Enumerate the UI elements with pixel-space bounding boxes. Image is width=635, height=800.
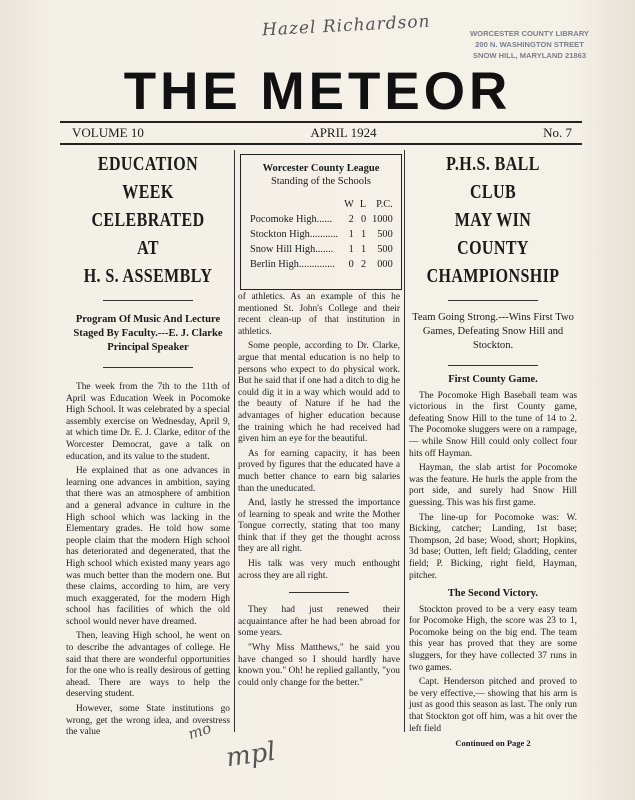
article-paragraph: As for earning capacity, it has been proved by figures that the educated have a much better chance to earn big salaries than the uneducated. bbox=[238, 448, 400, 494]
headline-rule bbox=[103, 300, 193, 301]
standings-table bbox=[247, 197, 396, 272]
education-deck: Program Of Music And Lecture Staged By Faculty.---E. J. Clarke Principal Speaker bbox=[73, 314, 223, 353]
anecdote-paragraph: They had just renewed their acquaintance after he had been abroad for some years. bbox=[238, 605, 400, 639]
losses-cell: 1 bbox=[360, 229, 367, 240]
table-row bbox=[247, 242, 396, 257]
education-article-continued bbox=[238, 292, 400, 692]
headline-line: EDUCATION WEEK bbox=[97, 153, 199, 203]
article-paragraph: The week from the 7th to the 11th of April was Education Week in Pocomoke High School. It was celebrated by a special assembly exercise on Wednesday, April 9, at which time Dr. E. J. Clarke, editor of the Worcester Democrat, gave a talk on education, and its value to the student. bbox=[66, 382, 230, 462]
table-row bbox=[247, 257, 396, 272]
top-rule bbox=[60, 121, 582, 123]
article-paragraph: However, some State institutions go wrong, get the wrong idea, and overstress the value bbox=[66, 704, 230, 738]
headline-line: P.H.S. BALL CLUB bbox=[446, 153, 540, 203]
ball-club-headline bbox=[426, 150, 560, 290]
headline-line: CHAMPIONSHIP bbox=[426, 265, 560, 287]
article-paragraph: of athletics. As an example of this he mentioned St. John's College and their recent clean-up of that institution in athletics. bbox=[238, 292, 400, 337]
deck-rule bbox=[448, 365, 538, 366]
wins-cell: 0 bbox=[348, 259, 354, 270]
article-paragraph: The line-up for Pocomoke was: W. Bicking, catcher; Landing, 1st base; Thompson, 2d base; Wood, short; Hopkins, 3d base; Outten, left field; Gladding, center field; P. Bicking, right field, Hayman, pitcher. bbox=[409, 512, 577, 581]
header-cell bbox=[247, 197, 341, 212]
stamp-line-2: 200 N. WASHINGTON STREET bbox=[475, 40, 584, 49]
article-paragraph: The Pocomoke High Baseball team was victorious in the first County game, defeating Snow Hill to the tune of 14 to 2. The Pocomoke sluggers were on a rampage, — while Snow Hill could only collect four hits off Hayman. bbox=[409, 390, 577, 459]
team-cell: Berlin High.............. bbox=[250, 259, 335, 270]
education-headline bbox=[82, 150, 213, 290]
article-paragraph: Some people, according to Dr. Clarke, argue that mental education is no help to persons who expect to do physical work. But he said that if one had a ditch to dig he could dig it in a way which would add to the beauty of Nature if he had the advantages of higher education because the training which he had received had given him an eye for the beautiful. bbox=[238, 341, 400, 445]
handwritten-mark: mo bbox=[185, 718, 214, 744]
issue-number: No. 7 bbox=[543, 125, 572, 140]
league-subtitle: Standing of the Schools bbox=[270, 176, 372, 187]
losses-cell: 0 bbox=[360, 214, 367, 225]
column-divider-right bbox=[404, 150, 405, 732]
pct-cell: 000 bbox=[377, 259, 393, 270]
library-stamp bbox=[452, 28, 607, 61]
wins-cell: 2 bbox=[348, 214, 354, 225]
handwritten-initials: mpl bbox=[224, 736, 278, 774]
header-cell: P.C. bbox=[376, 199, 393, 210]
volume-label: VOLUME 10 bbox=[72, 125, 144, 140]
article-paragraph: He explained that as one advances in learning one advances in ambition, saying that there was an atmosphere of ambition and a general advance in culture in the High school which was lacking in the Elementary grades. He told how some people claim that the modern High school has deteriorated and degenerated, that the High school which existed many years ago was much better than the modern one. But these claims, according to him, are very much exaggerated, for the modern High school has facilities of which the old school would never have dreamed. bbox=[66, 466, 230, 627]
losses-cell: 2 bbox=[360, 259, 367, 270]
headline-line: CELEBRATED AT bbox=[91, 209, 205, 259]
league-title: Worcester County League bbox=[262, 163, 380, 174]
section-rule bbox=[289, 592, 349, 593]
wins-cell: 1 bbox=[348, 244, 354, 255]
continued-note: Continued on Page 2 bbox=[455, 738, 531, 749]
pct-cell: 500 bbox=[377, 244, 393, 255]
pct-cell: 500 bbox=[377, 229, 393, 240]
handwritten-signature: Hazel Richardson bbox=[261, 11, 431, 41]
subhead-second-victory: The Second Victory. bbox=[447, 588, 539, 600]
article-paragraph: Hayman, the slab artist for Pocomoke was the feature. He hurls the apple from the port side, and surely had Snow Hill guessing. This was his first game. bbox=[409, 463, 577, 508]
league-standings-box bbox=[240, 154, 402, 290]
header-cell: L bbox=[359, 199, 367, 210]
ball-club-article bbox=[409, 150, 577, 750]
wins-cell: 1 bbox=[348, 229, 354, 240]
article-paragraph: His talk was very much enthought across they are all right. bbox=[238, 559, 400, 581]
issue-info-bar bbox=[72, 125, 572, 141]
subhead-first-game: First County Game. bbox=[448, 374, 538, 385]
ball-club-deck: Team Going Strong.---Wins First Two Games, Defeating Snow Hill and Stockton. bbox=[412, 312, 574, 351]
article-paragraph: Then, leaving High school, he went on to describe the advantages of college. He said that there are wonderful opportunities for the one who is really desirous of getting ahead. There are ways to help the deserving student. bbox=[66, 631, 230, 700]
article-paragraph: Stockton proved to be a very easy team for Pocomoke High, the score was 23 to 1, Pocomoke being on the big end. The team this year has proved that they are some sluggers, for they have collected 37 runs in two games. bbox=[409, 604, 577, 673]
issue-date: APRIL 1924 bbox=[310, 125, 377, 140]
pct-cell: 1000 bbox=[372, 214, 393, 225]
stamp-line-1: WORCESTER COUNTY LIBRARY bbox=[470, 29, 589, 38]
masthead-title: THE METEOR bbox=[123, 62, 512, 121]
losses-cell: 1 bbox=[360, 244, 367, 255]
headline-line: H. S. ASSEMBLY bbox=[83, 265, 213, 287]
team-cell: Stockton High........... bbox=[250, 229, 339, 240]
article-paragraph: Capt. Henderson pitched and proved to be very effective,— showing that his arm is just as good this season as last. The only run that Stockton got off him, was a hit over the left field bbox=[409, 677, 577, 734]
anecdote-paragraph: "Why Miss Matthews," he said you have changed so I should hardly have known you." Oh! he replied gallantly, "you could only change for the better." bbox=[238, 643, 400, 688]
column-divider-left bbox=[234, 150, 235, 732]
table-row bbox=[247, 227, 396, 242]
header-cell: W bbox=[344, 199, 354, 210]
education-week-article bbox=[66, 150, 230, 742]
team-cell: Snow Hill High....... bbox=[250, 244, 334, 255]
article-paragraph: And, lastly he stressed the importance of learning to speak and write the Mother Tongue correctly, stating that too many think that if they get the thought across they are all right. bbox=[238, 498, 400, 555]
stamp-line-3: SNOW HILL, MARYLAND 21863 bbox=[472, 51, 587, 60]
headline-line: MAY WIN COUNTY bbox=[454, 209, 532, 259]
headline-rule bbox=[448, 300, 538, 301]
table-row bbox=[247, 212, 396, 227]
team-cell: Pocomoke High...... bbox=[250, 214, 333, 225]
deck-rule bbox=[103, 367, 193, 368]
table-header-row bbox=[247, 197, 396, 212]
bottom-rule bbox=[60, 143, 582, 145]
